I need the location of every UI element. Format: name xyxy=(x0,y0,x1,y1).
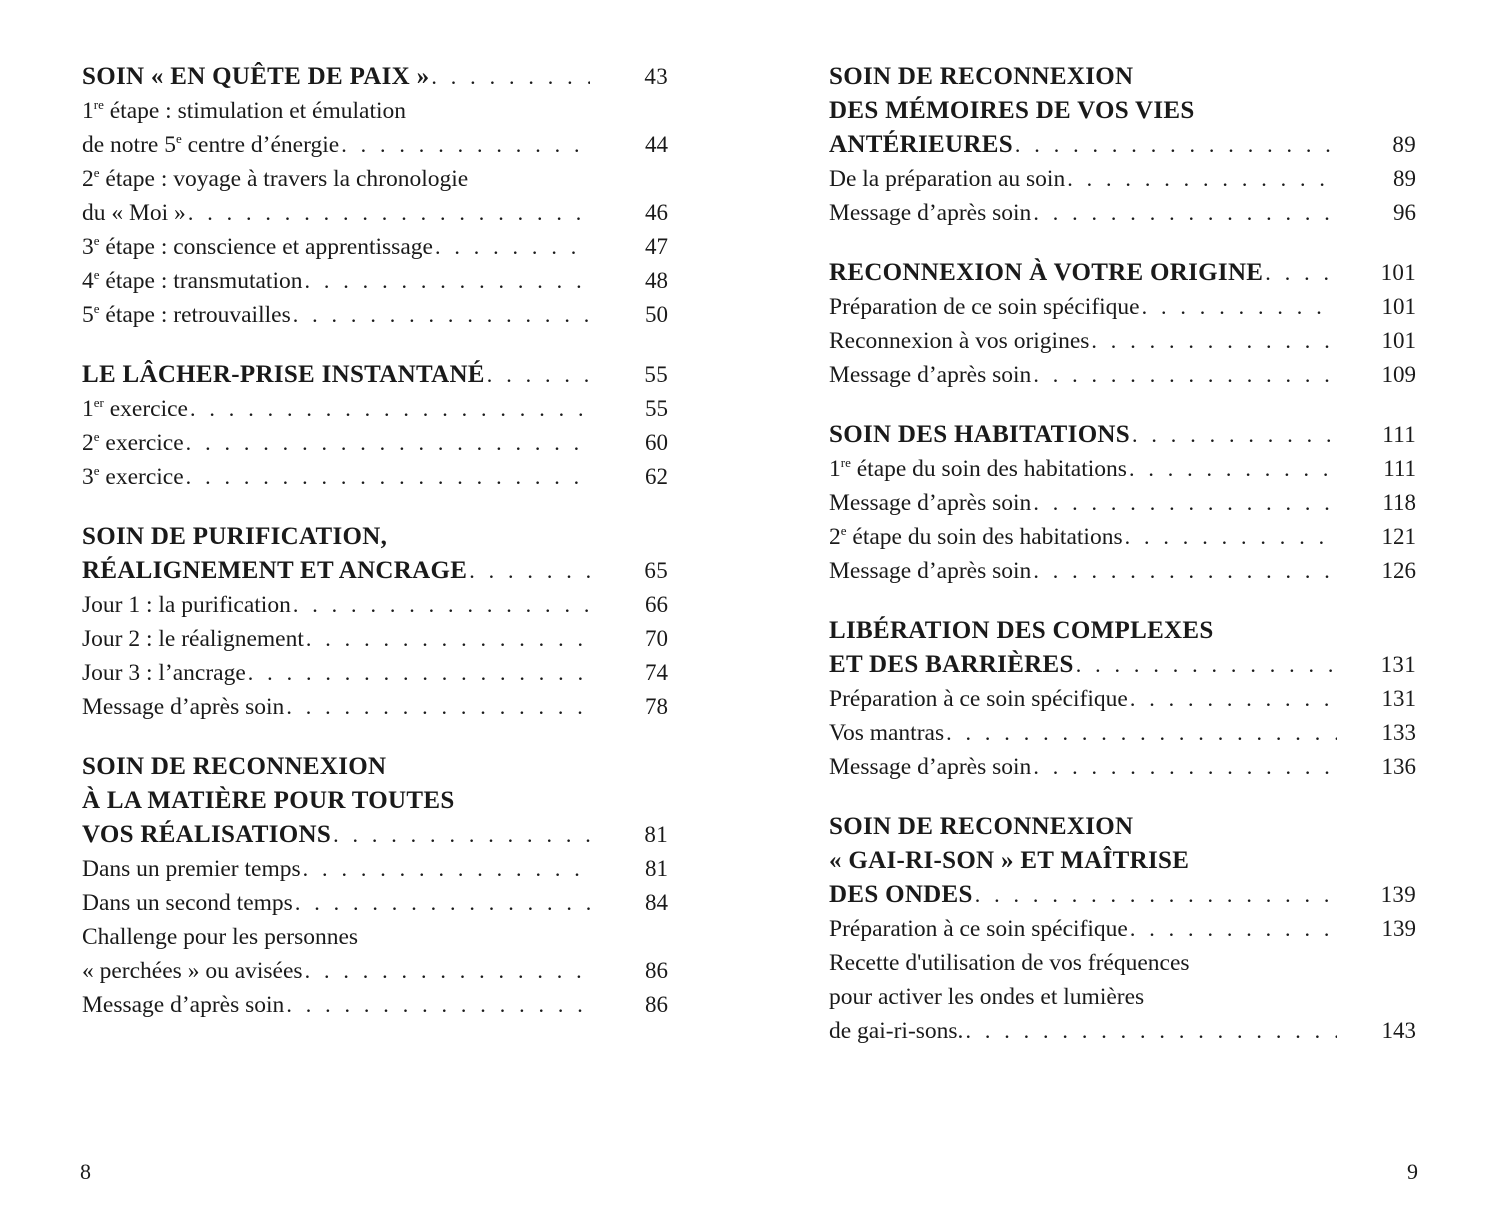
toc-entry-title: de gai-ri-sons. xyxy=(829,1018,964,1044)
toc-page-number: 133 xyxy=(1381,720,1416,745)
toc-heading xyxy=(829,418,1416,452)
dot-leader xyxy=(1132,418,1337,452)
toc-entry xyxy=(829,1014,1416,1048)
toc-section xyxy=(829,418,1416,588)
toc-entry xyxy=(82,128,668,162)
dot-leader xyxy=(487,358,590,392)
toc-entry xyxy=(829,290,1416,324)
toc-entry xyxy=(829,716,1416,750)
toc-entry-title: Message d’après soin xyxy=(829,490,1032,516)
toc-heading xyxy=(829,878,1416,912)
toc-entry-title: pour activer les ondes et lumières xyxy=(829,984,1145,1010)
toc-page-number: 131 xyxy=(1380,652,1416,677)
toc-page-number: 86 xyxy=(645,958,668,983)
toc-entry-title: SOIN DE RECONNEXION xyxy=(829,63,1134,90)
dot-leader xyxy=(1033,750,1337,784)
toc-page-number: 86 xyxy=(645,992,668,1017)
toc-entry-title: 4e étape : transmutation xyxy=(82,267,303,294)
toc-entry-title: 2e exercice xyxy=(82,429,184,456)
dot-leader xyxy=(295,886,590,920)
toc-heading xyxy=(82,818,668,852)
toc-page-number: 46 xyxy=(645,200,668,225)
toc-entry xyxy=(829,196,1416,230)
toc-section xyxy=(82,358,668,494)
dot-leader xyxy=(293,298,590,332)
dot-leader xyxy=(469,554,590,588)
dot-leader xyxy=(1091,324,1337,358)
toc-section xyxy=(82,520,668,724)
toc-entry xyxy=(829,750,1416,784)
toc-entry-title: Message d’après soin xyxy=(829,558,1032,584)
dot-leader xyxy=(186,426,590,460)
toc-page-number: 65 xyxy=(644,558,668,583)
toc-entry-title: De la préparation au soin xyxy=(829,166,1066,192)
toc-entry-title: SOIN « EN QUÊTE DE PAIX » xyxy=(82,63,430,90)
dot-leader xyxy=(1067,162,1337,196)
toc-entry xyxy=(82,886,668,920)
toc-page-number: 70 xyxy=(645,626,668,651)
dot-leader xyxy=(1033,486,1337,520)
toc-page-number: 101 xyxy=(1381,294,1416,319)
toc-section xyxy=(82,60,668,332)
toc-entry-title: Jour 1 : la purification xyxy=(82,592,291,618)
toc-page-number: 60 xyxy=(645,430,668,455)
toc-entry-title: 5e étape : retrouvailles xyxy=(82,301,291,328)
toc-page-number: 118 xyxy=(1382,490,1416,515)
dot-leader xyxy=(435,230,590,264)
toc-entry-title: 1re étape du soin des habitations xyxy=(829,455,1127,482)
toc-page-number: 78 xyxy=(645,694,668,719)
toc-entry xyxy=(829,486,1416,520)
toc-page-number: 62 xyxy=(645,464,668,489)
dot-leader xyxy=(1033,196,1337,230)
toc-page-number: 96 xyxy=(1393,200,1416,225)
toc-page-number: 47 xyxy=(645,234,668,259)
toc-entry xyxy=(829,162,1416,196)
toc-section xyxy=(829,256,1416,392)
toc-entry xyxy=(82,852,668,886)
toc-heading xyxy=(82,60,668,94)
toc-page-number: 109 xyxy=(1381,362,1416,387)
toc-entry-title: SOIN DE RECONNEXION xyxy=(82,753,387,780)
toc-heading xyxy=(82,520,668,554)
dot-leader xyxy=(1130,682,1337,716)
toc-entry xyxy=(829,358,1416,392)
toc-page-number: 121 xyxy=(1381,524,1416,549)
toc-entry xyxy=(82,588,668,622)
dot-leader xyxy=(1015,128,1337,162)
toc-heading xyxy=(82,784,668,818)
dot-leader xyxy=(1129,452,1337,486)
toc-page-number: 89 xyxy=(1393,166,1416,191)
toc-entry-title: Message d’après soin xyxy=(829,362,1032,388)
toc-page-number: 136 xyxy=(1381,754,1416,779)
toc-entry-title: À LA MATIÈRE POUR TOUTES xyxy=(82,787,455,814)
toc-entry-title: ANTÉRIEURES xyxy=(829,131,1013,158)
dot-leader xyxy=(1125,520,1337,554)
toc-entry xyxy=(829,324,1416,358)
dot-leader xyxy=(186,460,590,494)
toc-page-number: 101 xyxy=(1380,260,1416,285)
toc-entry-title: « perchées » ou avisées xyxy=(82,958,303,984)
toc-entry-title: DES ONDES xyxy=(829,881,973,908)
toc-entry-title: SOIN DES HABITATIONS xyxy=(829,421,1130,448)
toc-entry xyxy=(829,682,1416,716)
toc-entry-title: 1er exercice xyxy=(82,395,188,422)
toc-section xyxy=(829,60,1416,230)
toc-entry-title: Challenge pour les personnes xyxy=(82,924,359,950)
toc-entry-title: Message d’après soin xyxy=(82,694,285,720)
toc-heading xyxy=(829,256,1416,290)
toc-entry xyxy=(82,264,668,298)
toc-page-number: 44 xyxy=(645,132,668,157)
toc-entry xyxy=(82,920,668,954)
toc-heading xyxy=(829,648,1416,682)
toc-page-number: 50 xyxy=(645,302,668,327)
toc-entry xyxy=(82,162,668,196)
toc-entry-title: du « Moi » xyxy=(82,200,186,226)
toc-entry-title: « GAI-RI-SON » ET MAÎTRISE xyxy=(829,847,1190,874)
toc-entry xyxy=(829,980,1416,1014)
toc-entry xyxy=(82,298,668,332)
toc-entry-title: Préparation à ce soin spécifique xyxy=(829,916,1128,942)
toc-page-number: 139 xyxy=(1381,916,1416,941)
toc-entry-title: Préparation de ce soin spécifique xyxy=(829,294,1140,320)
dot-leader xyxy=(286,988,590,1022)
toc-entry-title: 3e exercice xyxy=(82,463,184,490)
toc-section xyxy=(829,810,1416,1048)
toc-entry xyxy=(829,912,1416,946)
toc-entry-title: DES MÉMOIRES DE VOS VIES xyxy=(829,97,1195,124)
dot-leader xyxy=(333,818,590,852)
toc-page-number: 139 xyxy=(1380,882,1416,907)
toc-heading xyxy=(829,844,1416,878)
toc-heading xyxy=(82,358,668,392)
toc-section xyxy=(829,614,1416,784)
toc-entry xyxy=(82,230,668,264)
toc-entry-title: Jour 2 : le réalignement xyxy=(82,626,304,652)
toc-heading xyxy=(829,128,1416,162)
toc-entry-title: 2e étape du soin des habitations xyxy=(829,523,1123,550)
toc-page-number: 89 xyxy=(1392,132,1416,157)
dot-leader xyxy=(946,716,1337,750)
toc-entry-title: Message d’après soin xyxy=(82,992,285,1018)
dot-leader xyxy=(1076,648,1337,682)
toc-entry-title: VOS RÉALISATIONS xyxy=(82,821,332,848)
toc-entry-title: LE LÂCHER-PRISE INSTANTANÉ xyxy=(82,361,485,388)
toc-page-number: 111 xyxy=(1382,422,1416,447)
toc-column-left xyxy=(82,60,668,1048)
dot-leader xyxy=(1033,554,1337,588)
toc-entry-title: Message d’après soin xyxy=(829,200,1032,226)
toc-entry-title: Message d’après soin xyxy=(829,754,1032,780)
toc-page-number: 81 xyxy=(645,856,668,881)
toc-page-number: 111 xyxy=(1383,456,1416,481)
toc-entry xyxy=(829,554,1416,588)
toc-entry-title: 2e étape : voyage à travers la chronologie xyxy=(82,165,469,192)
toc-entry-title: ET DES BARRIÈRES xyxy=(829,651,1074,678)
dot-leader xyxy=(1142,290,1337,324)
dot-leader xyxy=(1265,256,1337,290)
dot-leader xyxy=(431,60,590,94)
toc-section xyxy=(82,750,668,1022)
dot-leader xyxy=(341,128,590,162)
toc-entry-title: 1re étape : stimulation et émulation xyxy=(82,97,407,124)
toc-page-number: 84 xyxy=(645,890,668,915)
toc-heading xyxy=(82,750,668,784)
toc-entry-title: RECONNEXION À VOTRE ORIGINE xyxy=(829,259,1264,286)
toc-entry xyxy=(829,520,1416,554)
toc-entry-title: de notre 5e centre d’énergie xyxy=(82,131,340,158)
toc-heading xyxy=(829,614,1416,648)
toc-page-number: 66 xyxy=(645,592,668,617)
toc-entry xyxy=(829,946,1416,980)
toc-entry-title: SOIN DE PURIFICATION, xyxy=(82,523,388,550)
toc-page-number: 126 xyxy=(1381,558,1416,583)
toc-entry-title: Recette d'utilisation de vos fréquences xyxy=(829,950,1190,976)
dot-leader xyxy=(188,196,590,230)
toc-heading xyxy=(829,94,1416,128)
toc-page-number: 131 xyxy=(1381,686,1416,711)
toc-entry-title: LIBÉRATION DES COMPLEXES xyxy=(829,617,1214,644)
dot-leader xyxy=(304,264,590,298)
dot-leader xyxy=(303,852,590,886)
toc-heading xyxy=(82,554,668,588)
toc-heading xyxy=(829,60,1416,94)
toc-entry xyxy=(82,988,668,1022)
dot-leader xyxy=(286,690,590,724)
toc-entry xyxy=(82,622,668,656)
toc-entry-title: RÉALIGNEMENT ET ANCRAGE xyxy=(82,557,468,584)
toc-page-number: 101 xyxy=(1381,328,1416,353)
toc-entry xyxy=(82,426,668,460)
toc-page-number: 48 xyxy=(645,268,668,293)
toc-entry xyxy=(82,460,668,494)
dot-leader xyxy=(248,656,590,690)
toc-entry xyxy=(82,196,668,230)
toc-entry xyxy=(82,954,668,988)
toc-entry-title: Jour 3 : l’ancrage xyxy=(82,660,246,686)
toc-entry-title: Dans un premier temps xyxy=(82,856,301,882)
toc-entry xyxy=(82,656,668,690)
toc-entry xyxy=(82,94,668,128)
toc-entry xyxy=(82,690,668,724)
dot-leader xyxy=(1130,912,1337,946)
toc-entry-title: Dans un second temps xyxy=(82,890,293,916)
toc-entry-title: 3e étape : conscience et apprentissage xyxy=(82,233,433,260)
toc-entry-title: Vos mantras xyxy=(829,720,945,746)
dot-leader xyxy=(975,878,1337,912)
toc-column-right xyxy=(829,60,1416,1074)
page-number-right: 9 xyxy=(1407,1159,1418,1184)
toc-page-number: 81 xyxy=(644,822,668,847)
dot-leader xyxy=(306,622,590,656)
toc-heading xyxy=(829,810,1416,844)
toc-page-number: 143 xyxy=(1381,1018,1416,1043)
toc-page-number: 43 xyxy=(644,64,668,89)
dot-leader xyxy=(1033,358,1337,392)
toc-entry xyxy=(829,452,1416,486)
toc-entry-title: SOIN DE RECONNEXION xyxy=(829,813,1134,840)
page-number-left: 8 xyxy=(80,1159,91,1184)
toc-page-number: 74 xyxy=(645,660,668,685)
toc-entry xyxy=(82,392,668,426)
dot-leader xyxy=(293,588,590,622)
toc-page-number: 55 xyxy=(644,362,668,387)
dot-leader xyxy=(305,954,590,988)
toc-page-number: 55 xyxy=(645,396,668,421)
dot-leader xyxy=(965,1014,1337,1048)
toc-entry-title: Préparation à ce soin spécifique xyxy=(829,686,1128,712)
dot-leader xyxy=(190,392,590,426)
toc-entry-title: Reconnexion à vos origines xyxy=(829,328,1090,354)
